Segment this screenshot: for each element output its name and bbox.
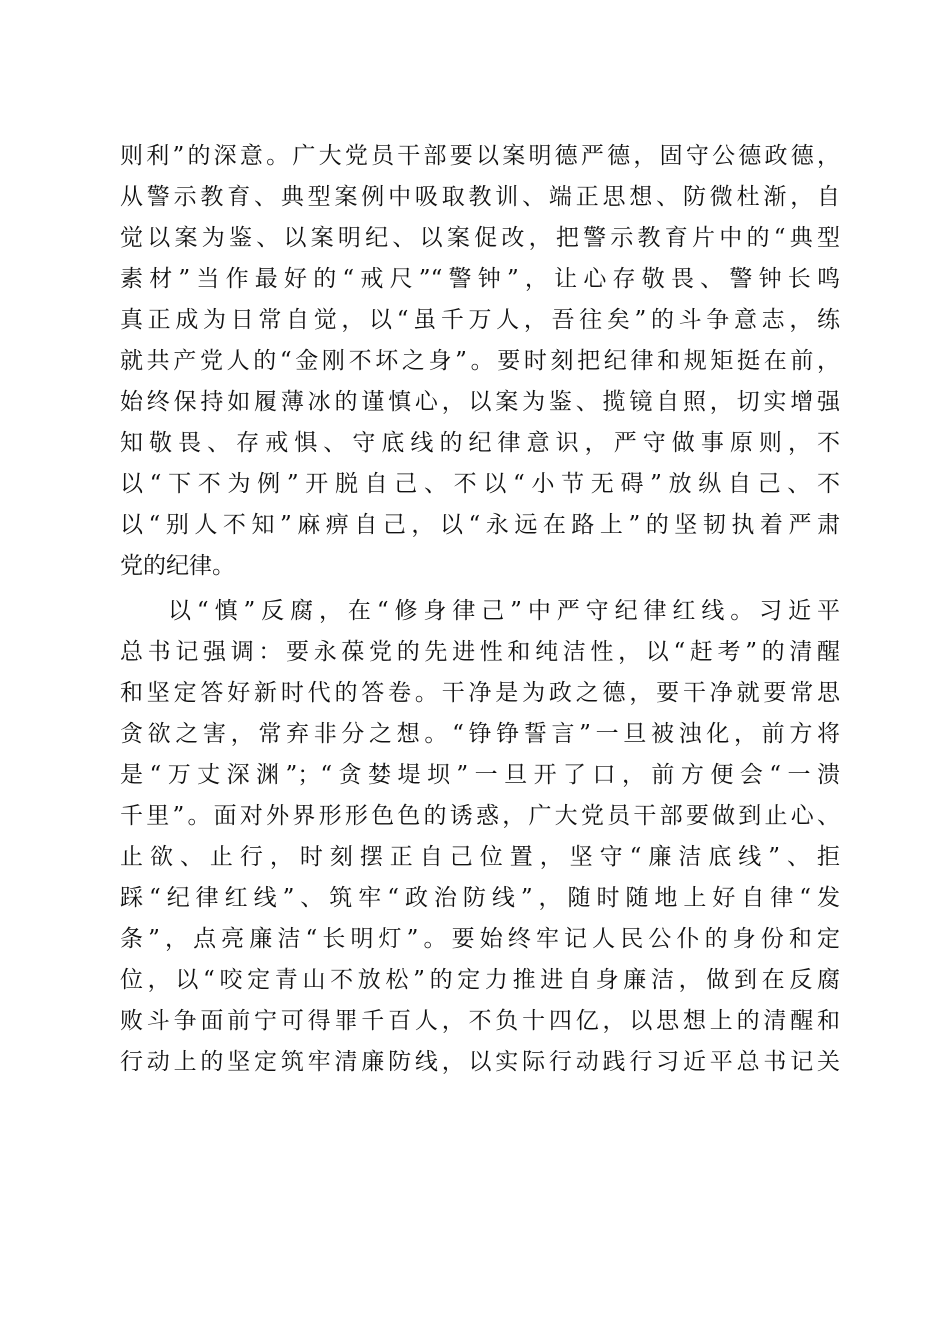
paragraph-2-line-3: 和坚定答好新时代的答卷。干净是为政之德，要干净就要常思: [120, 680, 840, 706]
paragraph-2-line-2: 总书记强调：要永葆党的先进性和纯洁性，以“赶考”的清醒: [120, 639, 840, 665]
paragraph-1-line-9: 以“下不为例”开脱自己、不以“小节无碍”放纵自己、不: [120, 471, 840, 497]
paragraph-1-line-5: 真正成为日常自觉，以“虽千万人，吾往矣”的斗争意志，练: [120, 307, 840, 333]
paragraph-1-line-2: 从警示教育、典型案例中吸取教训、端正思想、防微杜渐，自: [120, 184, 840, 210]
paragraph-1-line-8: 知敬畏、存戒惧、守底线的纪律意识，严守做事原则，不: [120, 430, 840, 456]
body-text: [120, 136, 840, 1083]
paragraph-2-line-1: 以“慎”反腐，在“修身律己”中严守纪律红线。习近平: [168, 598, 840, 624]
paragraph-2-line-10: 位，以“咬定青山不放松”的定力推进自身廉洁，做到在反腐: [120, 967, 840, 993]
paragraph-1-line-1: 则利”的深意。广大党员干部要以案明德严德，固守公德政德，: [120, 143, 840, 169]
paragraph-2-line-6: 千里”。面对外界形形色色的诱惑，广大党员干部要做到止心、: [120, 803, 840, 829]
paragraph-1-line-11: 党的纪律。: [120, 553, 235, 579]
paragraph-1-line-3: 觉以案为鉴、以案明纪、以案促改，把警示教育片中的“典型: [120, 225, 840, 251]
paragraph-2-line-7: 止欲、止行，时刻摆正自己位置，坚守“廉洁底线”、拒: [120, 844, 840, 870]
paragraph-2-line-4: 贪欲之害，常弃非分之想。“铮铮誓言”一旦被浊化，前方将: [120, 721, 840, 747]
paragraph-2-line-12: 行动上的坚定筑牢清廉防线，以实际行动践行习近平总书记关: [120, 1049, 840, 1075]
paragraph-2-line-5: 是“万丈深渊”；“贪婪堤坝”一旦开了口，前方便会“一溃: [120, 762, 840, 788]
paragraph-1-line-4: 素材”当作最好的“戒尺”“警钟”，让心存敬畏、警钟长鸣: [120, 266, 840, 292]
paragraph-1-line-6: 就共产党人的“金刚不坏之身”。要时刻把纪律和规矩挺在前，: [120, 348, 840, 374]
paragraph-1-line-10: 以“别人不知”麻痹自己，以“永远在路上”的坚韧执着严肃: [120, 512, 840, 538]
paragraph-2-line-9: 条”，点亮廉洁“长明灯”。要始终牢记人民公仆的身份和定: [120, 926, 840, 952]
paragraph-1-line-7: 始终保持如履薄冰的谨慎心，以案为鉴、揽镜自照，切实增强: [120, 389, 840, 415]
paragraph-2-line-11: 败斗争面前宁可得罪千百人，不负十四亿，以思想上的清醒和: [120, 1008, 840, 1034]
paragraph-2-line-8: 踩“纪律红线”、筑牢“政治防线”，随时随地上好自律“发: [120, 885, 840, 911]
